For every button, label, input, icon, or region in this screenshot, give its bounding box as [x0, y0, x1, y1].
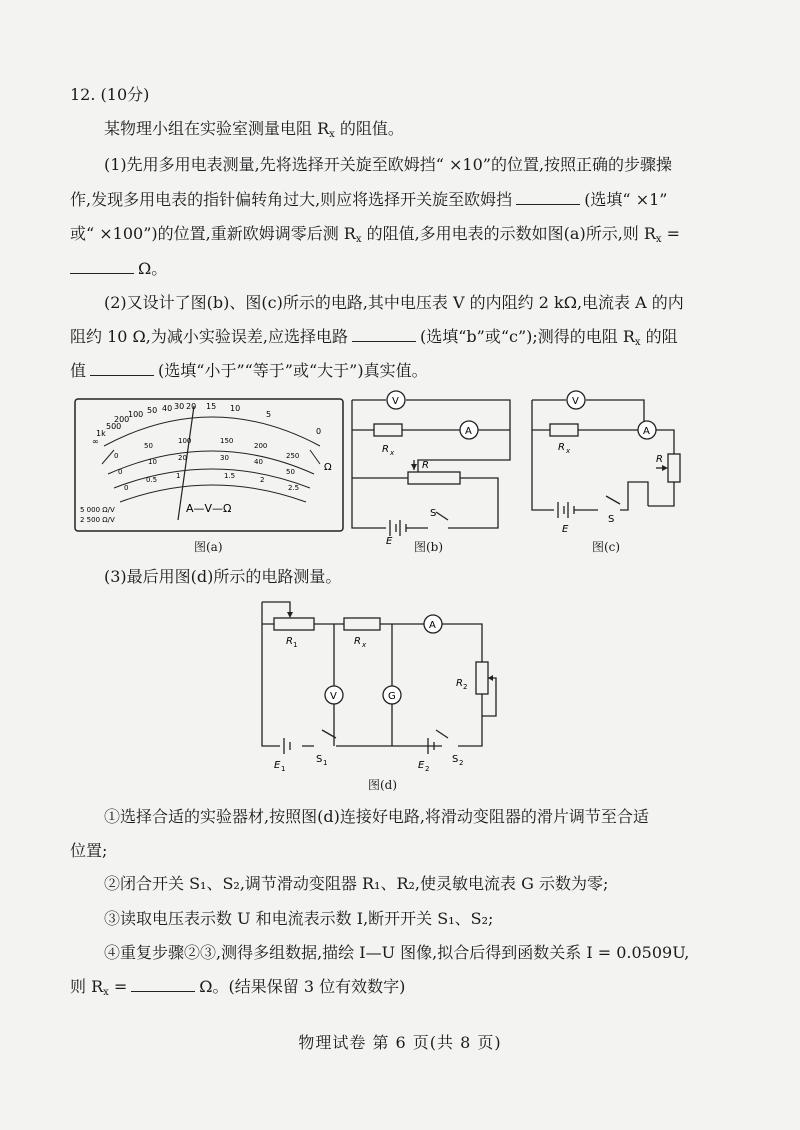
- meter-mid-scale-4: 200: [254, 442, 268, 450]
- meter-low-scale-3: 1.5: [224, 472, 236, 480]
- svg-text:R: R: [656, 454, 663, 465]
- meter-top-scale-7: 30: [174, 402, 185, 411]
- meter-top-scale-5: 50: [147, 406, 158, 415]
- meter-note-2: 2 500 Ω/V: [80, 516, 115, 524]
- step1-line1: ①选择合适的实验器材,按照图(d)连接好电路,将滑动变阻器的滑片调节至合适: [104, 807, 649, 826]
- answer-blank-1[interactable]: [516, 190, 580, 205]
- answer-blank-2[interactable]: [70, 259, 134, 274]
- svg-text:S: S: [452, 754, 459, 765]
- svg-text:R: R: [354, 636, 361, 647]
- svg-text:A: A: [643, 426, 650, 437]
- svg-text:R: R: [422, 460, 429, 471]
- meter-inner-scale-1: 10: [148, 458, 157, 466]
- svg-text:x: x: [362, 641, 367, 649]
- part1-line2: 作,发现多用电表的指针偏转角过大,则应将选择开关旋至欧姆挡 (选填“ ×1”: [70, 190, 668, 209]
- svg-text:S: S: [316, 754, 323, 765]
- part1-line3: 或“ ×100”)的位置,重新欧姆调零后测 $R_x$ 的阻值,多用电表的示数如图(a)所示,则 $R_x$ =: [70, 224, 681, 245]
- part1-line1: (1)先用多用电表测量,先将选择开关旋至欧姆挡“ ×10”的位置,按照正确的步骤操: [104, 155, 673, 174]
- meter-top-scale-1: 1k: [96, 429, 106, 438]
- meter-center-label: A—V—Ω: [186, 502, 232, 515]
- caption-d: 图(d): [368, 778, 398, 792]
- figure-b-circuit: [348, 386, 520, 552]
- step4-line2: 则 $R_x = \Omega$。(结果保留 3 位有效数字): [70, 977, 406, 998]
- answer-blank-4[interactable]: [90, 361, 154, 376]
- svg-text:2: 2: [463, 683, 468, 691]
- svg-text:G: G: [388, 691, 396, 702]
- meter-low-scale-2: 1: [176, 472, 181, 480]
- svg-text:S: S: [430, 508, 437, 519]
- svg-text:x: x: [390, 449, 395, 457]
- meter-mid-scale-3: 150: [220, 437, 234, 445]
- svg-text:A: A: [465, 426, 472, 437]
- meter-low-scale-0: 0: [124, 484, 129, 492]
- svg-text:R: R: [558, 442, 565, 453]
- meter-low-scale-5: 2.5: [288, 484, 300, 492]
- meter-omega-label: Ω: [324, 462, 332, 473]
- svg-text:V: V: [330, 691, 337, 702]
- question-number: 12. (10分): [70, 85, 150, 104]
- meter-mid-scale-5: 250: [286, 452, 300, 460]
- svg-text:E: E: [274, 760, 281, 771]
- meter-inner-scale-2: 20: [178, 454, 187, 462]
- svg-text:R: R: [456, 678, 463, 689]
- meter-top-scale-8: 20: [186, 402, 197, 411]
- meter-top-scale-4: 100: [128, 410, 144, 419]
- svg-text:2: 2: [459, 759, 464, 767]
- answer-blank-3[interactable]: [352, 327, 416, 342]
- svg-text:V: V: [572, 396, 579, 407]
- svg-text:A: A: [429, 620, 436, 631]
- meter-mid-scale-0: 0: [114, 452, 119, 460]
- svg-text:E: E: [386, 536, 393, 547]
- meter-top-scale-2: 500: [106, 422, 122, 431]
- svg-text:S: S: [608, 514, 615, 525]
- meter-top-scale-12: 0: [316, 427, 322, 436]
- svg-text:1: 1: [293, 641, 298, 649]
- meter-inner-scale-3: 30: [220, 454, 229, 462]
- answer-blank-5[interactable]: [131, 977, 195, 992]
- svg-text:V: V: [392, 396, 399, 407]
- question-intro: 某物理小组在实验室测量电阻 $R_x$ 的阻值。: [104, 119, 404, 140]
- figure-c-circuit: [528, 386, 688, 552]
- svg-text:x: x: [566, 447, 571, 455]
- step2: ②闭合开关 S₁、S₂,调节滑动变阻器 R₁、R₂,使灵敏电流表 G 示数为零;: [104, 874, 609, 893]
- svg-text:2: 2: [425, 765, 430, 773]
- svg-text:R: R: [382, 444, 389, 455]
- meter-top-scale-6: 40: [162, 404, 173, 413]
- part2-line2: 阻约 10 Ω,为减小实验误差,应选择电路 (选填“b”或“c”);测得的电阻 $R_x$ 的阻: [70, 327, 678, 348]
- caption-b: 图(b): [414, 540, 444, 554]
- caption-a: 图(a): [194, 540, 223, 554]
- meter-inner-scale-4: 40: [254, 458, 263, 466]
- page-footer: 物理试卷 第 6 页(共 8 页): [298, 1033, 502, 1052]
- meter-inner-scale-5: 50: [286, 468, 295, 476]
- meter-top-scale-0: ∞: [92, 437, 99, 446]
- meter-mid-scale-2: 100: [178, 437, 192, 445]
- part3-line1: (3)最后用图(d)所示的电路测量。: [104, 567, 342, 586]
- meter-inner-scale-0: 0: [118, 468, 123, 476]
- figure-d-circuit: [252, 596, 512, 776]
- meter-note-1: 5 000 Ω/V: [80, 506, 115, 514]
- caption-c: 图(c): [592, 540, 621, 554]
- svg-text:1: 1: [281, 765, 286, 773]
- part2-line1: (2)又设计了图(b)、图(c)所示的电路,其中电压表 V 的内阻约 2 kΩ,电流表 A 的内: [104, 293, 684, 312]
- svg-text:R: R: [286, 636, 293, 647]
- meter-mid-scale-1: 50: [144, 442, 153, 450]
- figure-a-multimeter: [74, 398, 346, 534]
- meter-top-scale-10: 10: [230, 404, 241, 413]
- step4-line1: ④重复步骤②③,测得多组数据,描绘 I—U 图像,拟合后得到函数关系 I = 0.0509U,: [104, 943, 690, 962]
- meter-top-scale-3: 200: [114, 415, 130, 424]
- meter-top-scale-9: 15: [206, 402, 217, 411]
- meter-low-scale-1: 0.5: [146, 476, 158, 484]
- svg-text:E: E: [418, 760, 425, 771]
- step1-line2: 位置;: [70, 841, 108, 860]
- step3: ③读取电压表示数 U 和电流表示数 I,断开开关 S₁、S₂;: [104, 909, 494, 928]
- part2-line3: 值 (选填“小于”“等于”或“大于”)真实值。: [70, 361, 428, 380]
- meter-top-scale-11: 5: [266, 410, 272, 419]
- meter-low-scale-4: 2: [260, 476, 265, 484]
- svg-text:1: 1: [323, 759, 328, 767]
- part1-line4: Ω。: [70, 258, 730, 280]
- svg-text:E: E: [562, 524, 569, 535]
